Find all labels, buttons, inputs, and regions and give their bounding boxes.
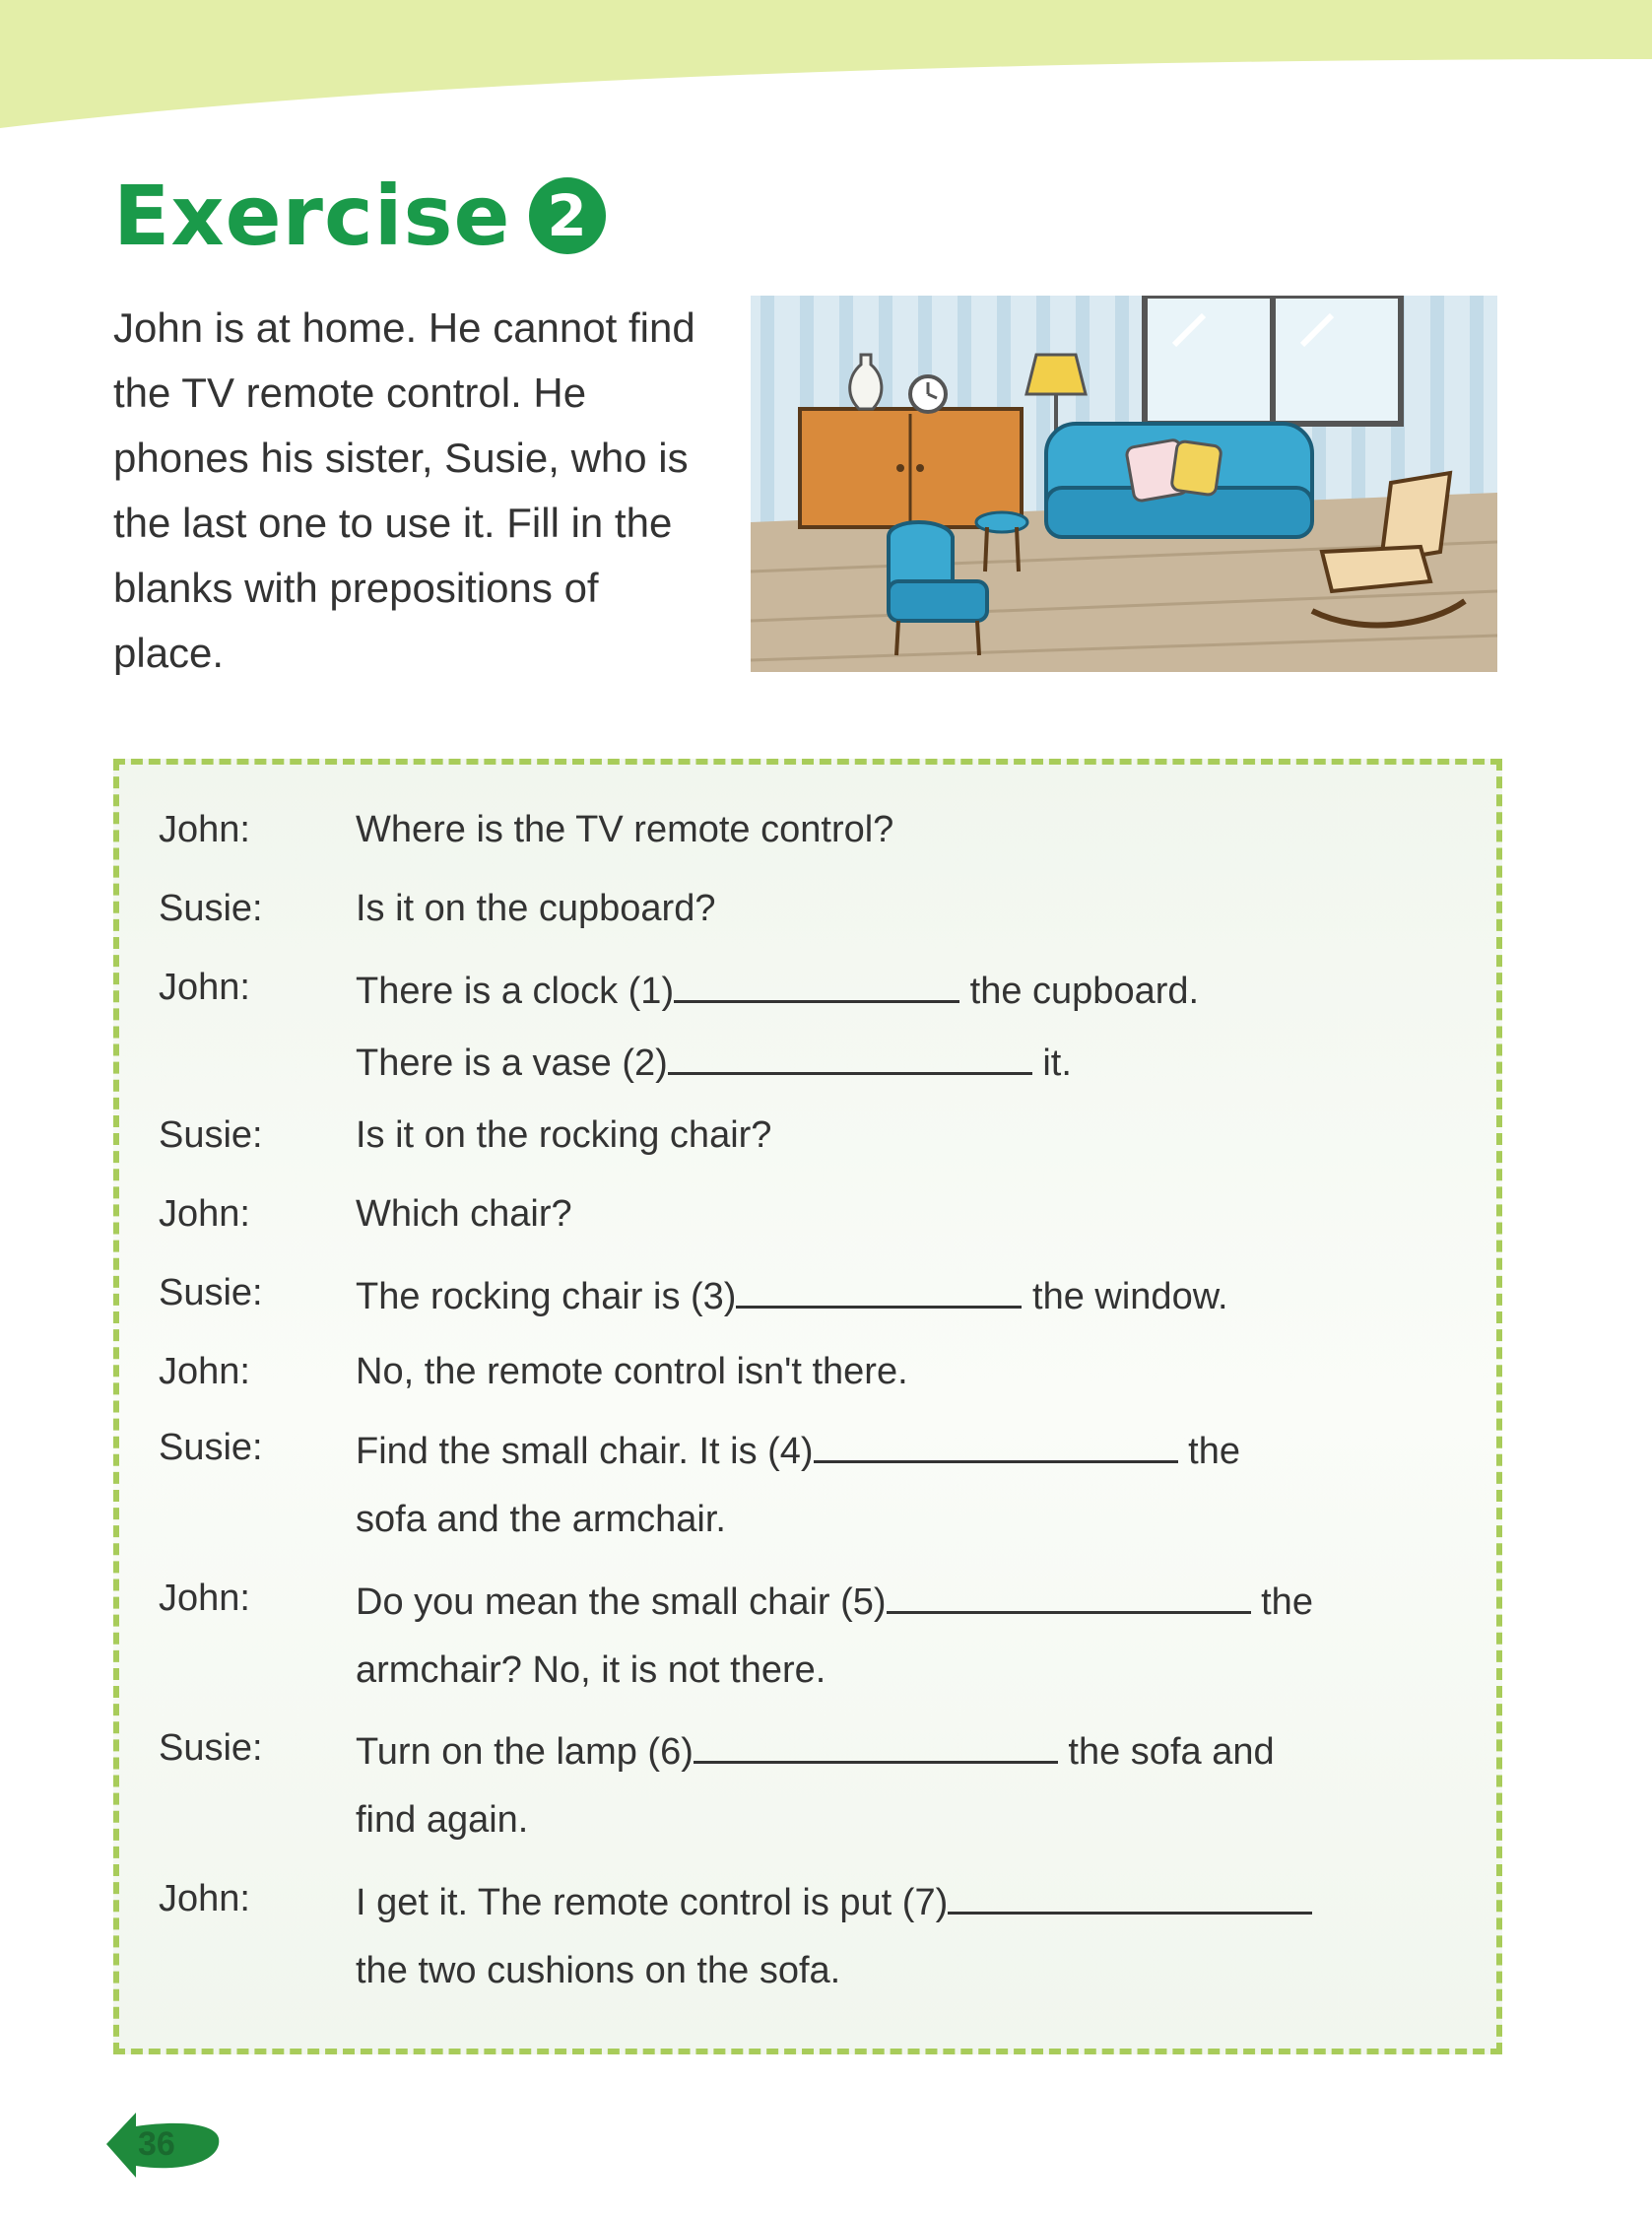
dialogue-text: Which chair?	[356, 1193, 572, 1235]
dialogue-text: Find the small chair. It is (4) the	[356, 1427, 1240, 1473]
exercise-number-badge: 2	[529, 177, 606, 254]
living-room-illustration	[751, 296, 1497, 672]
blank-2[interactable]	[668, 1039, 1032, 1075]
speaker-label: John:	[159, 1878, 250, 1919]
speaker-label: John:	[159, 1578, 250, 1619]
blank-5[interactable]	[887, 1578, 1251, 1614]
speaker-label: Susie:	[159, 1272, 263, 1313]
blank-4[interactable]	[814, 1427, 1178, 1463]
blank-1[interactable]	[674, 967, 959, 1003]
dialogue-text: find again.	[356, 1799, 529, 1841]
dialogue-text: the two cushions on the sofa.	[356, 1950, 841, 1991]
dialogue-text: There is a vase (2) it.	[356, 1039, 1072, 1085]
speaker-label: Susie:	[159, 1427, 263, 1468]
dialogue-text: sofa and the armchair.	[356, 1499, 726, 1540]
dialogue-box	[113, 759, 1502, 2054]
speaker-label: John:	[159, 1193, 250, 1235]
dialogue-text: No, the remote control isn't there.	[356, 1351, 908, 1392]
exercise-instructions: John is at home. He cannot find the TV remote control. He phones his sister, Susie, who is the last one to use it. Fill in the blanks with prepositions of place.	[113, 304, 695, 675]
blank-6[interactable]	[694, 1727, 1058, 1764]
blank-7[interactable]	[948, 1878, 1312, 1915]
dialogue-text: Is it on the cupboard?	[356, 888, 716, 929]
speaker-label: John:	[159, 1351, 250, 1392]
exercise-title	[113, 168, 606, 264]
dialogue-text: I get it. The remote control is put (7)	[356, 1878, 1312, 1924]
dialogue-text: armchair? No, it is not there.	[356, 1649, 826, 1691]
dialogue-text: Is it on the rocking chair?	[356, 1114, 772, 1156]
speaker-label: Susie:	[159, 888, 263, 929]
blank-3[interactable]	[736, 1272, 1022, 1309]
speaker-label: Susie:	[159, 1727, 263, 1769]
dialogue-text: The rocking chair is (3) the window.	[356, 1272, 1228, 1318]
dialogue-text: Where is the TV remote control?	[356, 809, 894, 850]
speaker-label: John:	[159, 809, 250, 850]
page-number: 36	[138, 2125, 175, 2163]
dialogue-text: Do you mean the small chair (5) the	[356, 1578, 1313, 1624]
speaker-label: John:	[159, 967, 250, 1008]
dialogue-text: Turn on the lamp (6) the sofa and	[356, 1727, 1275, 1774]
top-decorative-band	[0, 0, 1652, 138]
dialogue-text: There is a clock (1) the cupboard.	[356, 967, 1199, 1013]
exercise-title-text: Exercise	[113, 168, 511, 264]
speaker-label: Susie:	[159, 1114, 263, 1156]
